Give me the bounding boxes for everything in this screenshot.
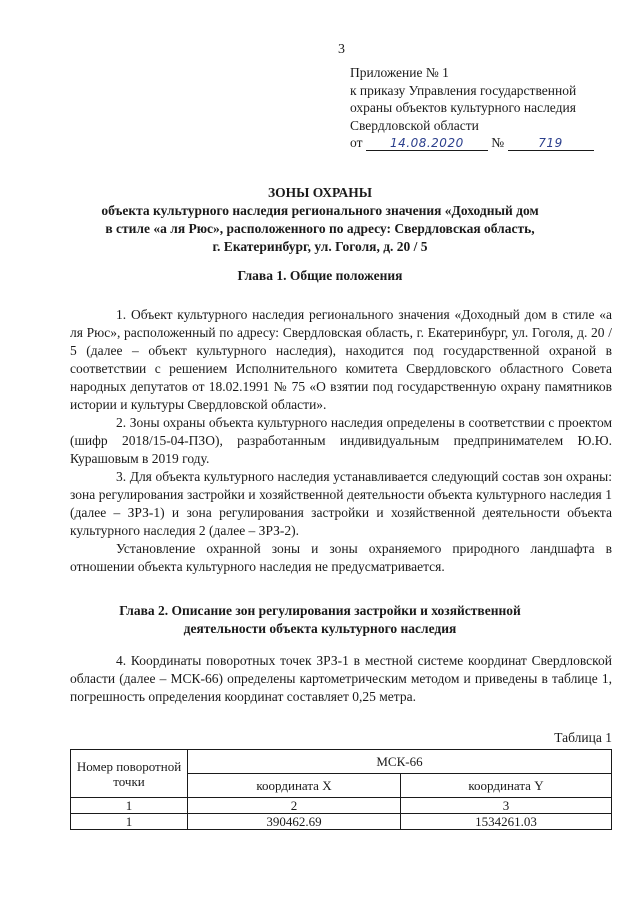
header-coordinate-y: координата Y bbox=[401, 774, 612, 798]
page-number: 3 bbox=[338, 42, 345, 57]
table-row bbox=[71, 814, 612, 830]
chapter-2-heading-line-1: Глава 2. Описание зон регулирования застройки и хозяйственной bbox=[119, 603, 521, 618]
cell-x: 390462.69 bbox=[188, 814, 401, 830]
chapter-1-body bbox=[70, 306, 612, 576]
title-line-1: ЗОНЫ ОХРАНЫ bbox=[268, 185, 372, 200]
coordinates-table bbox=[70, 749, 612, 830]
paragraph-5: 4. Координаты поворотных точек ЗРЗ-1 в местной системе координат Свердловской области (далее – МСК-66) определены картометрическим методом и приведены в таблице 1, погрешность определения координат составляет 0,25 метра. bbox=[70, 653, 612, 704]
column-numbering-row bbox=[71, 798, 612, 814]
appendix-line-2: к приказу Управления государственной bbox=[350, 82, 577, 98]
from-label: от bbox=[350, 135, 363, 150]
cell-y: 1534261.03 bbox=[401, 814, 612, 830]
paragraph-3: 3. Для объекта культурного наследия устанавливается следующий состав зон охраны: зона регулирования застройки и хозяйственной деятельности объекта культурного наследия 1 (далее – ЗРЗ-1) и зона регулирования застройки и хозяйственной деятельности объекта культурного наследия 2 (далее – ЗРЗ-2). bbox=[70, 469, 612, 538]
document-title bbox=[40, 184, 600, 256]
handwritten-number: 719 bbox=[538, 136, 563, 150]
cell-point: 1 bbox=[71, 814, 188, 830]
chapter-2-body bbox=[70, 652, 612, 706]
handwritten-date: 14.08.2020 bbox=[390, 136, 464, 150]
date-field bbox=[366, 136, 488, 151]
header-coordinate-x: координата X bbox=[188, 774, 401, 798]
appendix-date-line bbox=[350, 134, 620, 152]
title-line-4: г. Екатеринбург, ул. Гоголя, д. 20 / 5 bbox=[212, 239, 428, 254]
appendix-line-4: Свердловской области bbox=[350, 117, 479, 133]
header-point-number: Номер поворотной точки bbox=[71, 750, 188, 798]
paragraph-4: Установление охранной зоны и зоны охраняемого природного ландшафта в отношении объекта культурного наследия не предусматривается. bbox=[70, 541, 612, 574]
column-number-3: 3 bbox=[401, 798, 612, 814]
title-line-2: объекта культурного наследия регионального значения «Доходный дом bbox=[101, 203, 539, 218]
chapter-1-heading: Глава 1. Общие положения bbox=[237, 268, 403, 283]
table-caption: Таблица 1 bbox=[554, 730, 612, 745]
appendix-line-1: Приложение № 1 bbox=[350, 65, 449, 80]
column-number-1: 1 bbox=[71, 798, 188, 814]
appendix-block bbox=[350, 64, 620, 152]
number-field bbox=[508, 136, 594, 151]
chapter-2-heading-line-2: деятельности объекта культурного наследия bbox=[183, 621, 457, 636]
paragraph-1: 1. Объект культурного наследия регионального значения «Доходный дом в стиле «а ля Рюс», расположенный по адресу: Свердловская область, г. Екатеринбург, ул. Гоголя, д. 20 / 5 (далее – объект культурного наследия), находится под государственной охраной в соответствии с решением Исполнительного комитета Свердловского областного Совета народных депутатов от 18.02.1991 № 75 «О взятии под государственную охрану памятников истории и культуры Свердловской области». bbox=[70, 307, 612, 412]
title-line-3: в стиле «а ля Рюс», расположенного по адресу: Свердловская область, bbox=[105, 221, 535, 236]
paragraph-2: 2. Зоны охраны объекта культурного наследия определены в соответствии с проектом (шифр 2018/15-04-ПЗО), разработанным индивидуальным предпринимателем Ю.Ю. Курашовым в 2019 году. bbox=[70, 415, 612, 466]
header-coordinate-system: МСК-66 bbox=[188, 750, 612, 774]
appendix-line-3: охраны объектов культурного наследия bbox=[350, 100, 576, 115]
column-number-2: 2 bbox=[188, 798, 401, 814]
number-label: № bbox=[491, 135, 505, 150]
chapter-2-heading bbox=[40, 602, 600, 638]
